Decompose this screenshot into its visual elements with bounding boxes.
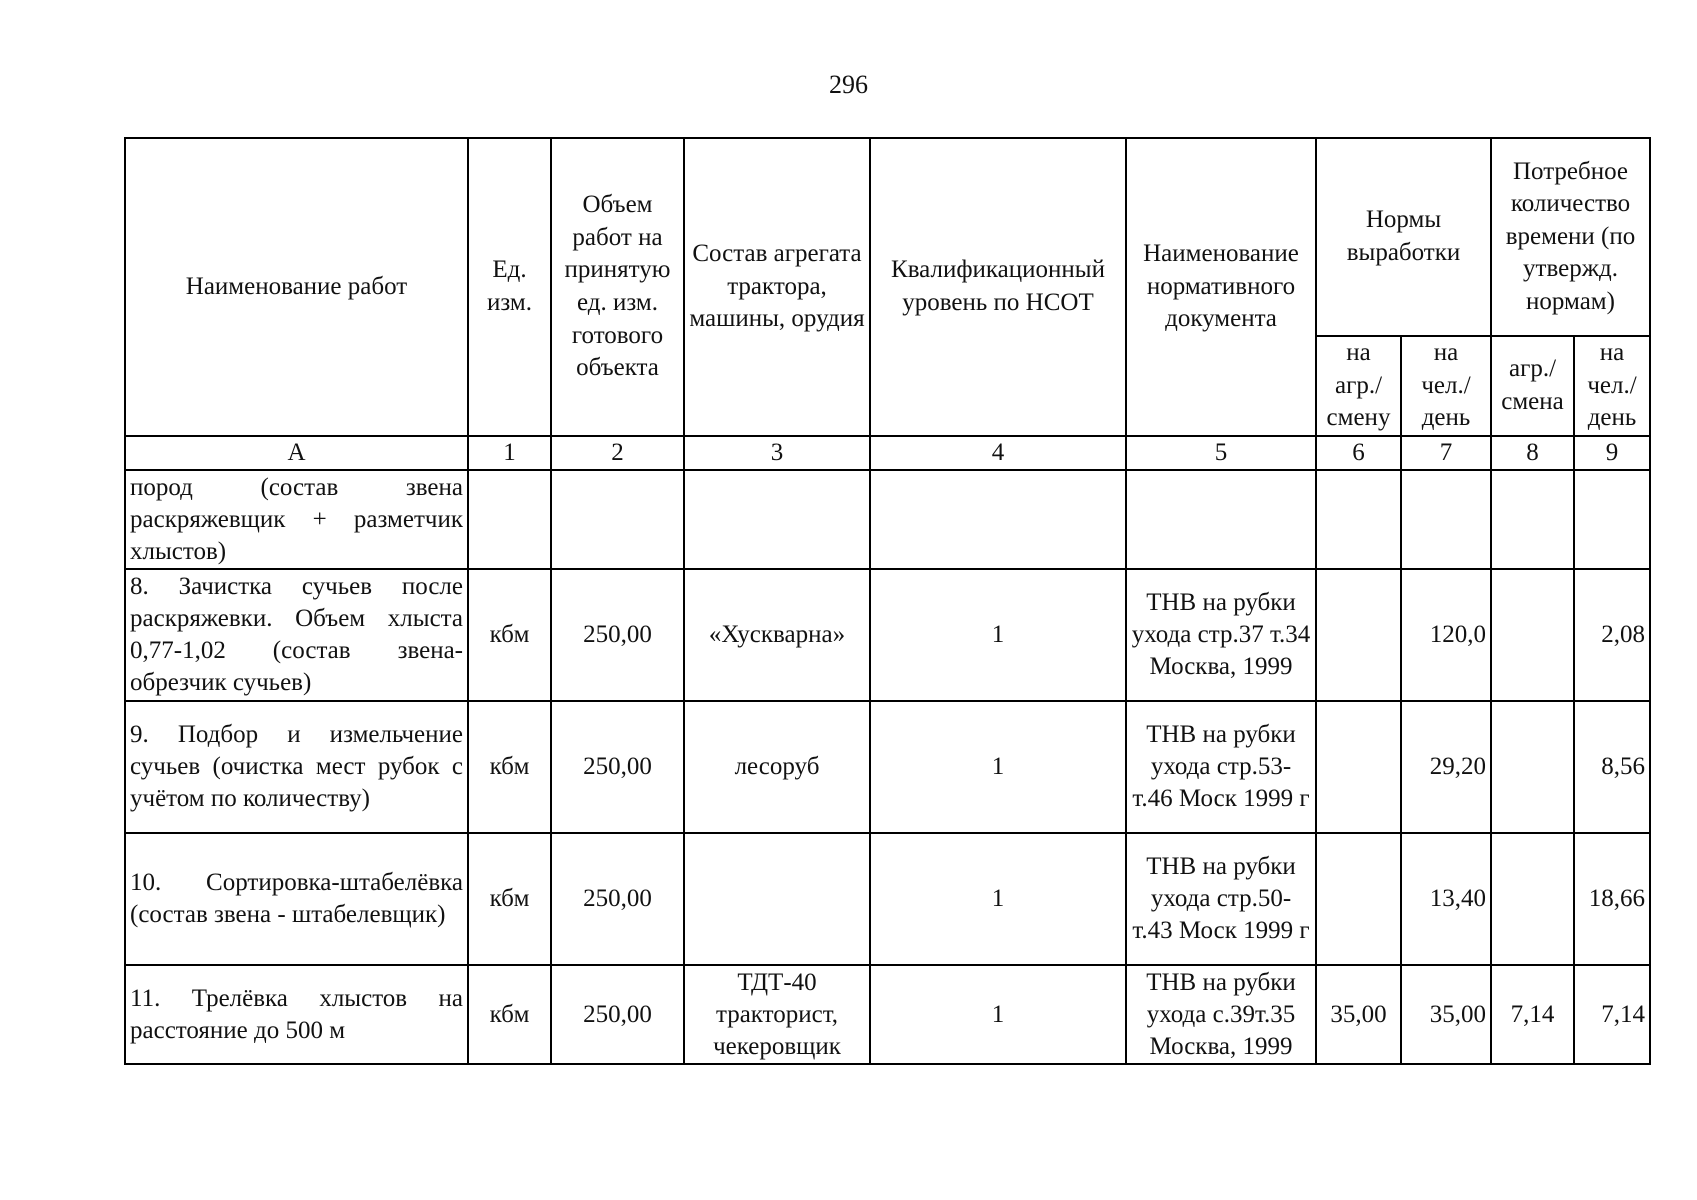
level-cell <box>870 470 1126 569</box>
time-agr-cell <box>1491 569 1574 701</box>
index-cell: А <box>125 436 468 470</box>
work-name-cell: 11. Трелёвка хлыстов на расстояние до 500 м <box>125 965 468 1064</box>
time-agr-cell <box>1491 833 1574 965</box>
machine-cell: ТДТ-40 тракторист, чекеровщик <box>684 965 870 1064</box>
table-row <box>125 470 1650 569</box>
index-cell: 9 <box>1574 436 1650 470</box>
index-cell: 7 <box>1401 436 1491 470</box>
norm-person-cell: 120,0 <box>1401 569 1491 701</box>
page-number: 296 <box>829 70 868 99</box>
level-cell: 1 <box>870 965 1126 1064</box>
index-cell: 4 <box>870 436 1126 470</box>
header-time-aggregate-shift: агр./ смена <box>1491 336 1574 436</box>
header-required-time-group: Потребное количество времени (по утвержд. нормам) <box>1491 138 1650 336</box>
table-row <box>125 569 1650 701</box>
norm-person-cell: 35,00 <box>1401 965 1491 1064</box>
norm-agr-cell <box>1316 833 1401 965</box>
work-name-cell: 10. Сортировка-штабелёвка (состав звена - штабелевщик) <box>125 833 468 965</box>
work-name-cell: пород (состав звена раскряжевщик + разметчик хлыстов) <box>125 470 468 569</box>
work-name-cell: 9. Подбор и измельчение сучьев (очистка мест рубок с учётом по количеству) <box>125 701 468 833</box>
machine-cell: «Хускварна» <box>684 569 870 701</box>
document-cell: ТНВ на рубки ухода стр.50-т.43 Моск 1999 г <box>1126 833 1316 965</box>
work-norms-table <box>124 137 1651 1065</box>
machine-cell <box>684 833 870 965</box>
index-cell: 6 <box>1316 436 1401 470</box>
column-index-row <box>125 436 1650 470</box>
unit-cell: кбм <box>468 833 551 965</box>
norm-person-cell <box>1401 470 1491 569</box>
document-cell: ТНВ на рубки ухода стр.53-т.46 Моск 1999 г <box>1126 701 1316 833</box>
time-person-cell: 7,14 <box>1574 965 1650 1064</box>
time-person-cell <box>1574 470 1650 569</box>
volume-cell: 250,00 <box>551 833 684 965</box>
machine-cell: лесоруб <box>684 701 870 833</box>
header-output-norms-group: Нормы выработки <box>1316 138 1491 336</box>
document-cell: ТНВ на рубки ухода с.39т.35 Москва, 1999 <box>1126 965 1316 1064</box>
header-unit: Ед. изм. <box>468 138 551 436</box>
level-cell: 1 <box>870 833 1126 965</box>
norm-agr-cell <box>1316 701 1401 833</box>
norm-person-cell: 29,20 <box>1401 701 1491 833</box>
work-name-cell: 8. Зачистка сучьев после раскряжевки. Объем хлыста 0,77-1,02 (состав звена-обрезчик сучьев) <box>125 569 468 701</box>
time-person-cell: 8,56 <box>1574 701 1650 833</box>
header-work-name: Наименование работ <box>125 138 468 436</box>
time-person-cell: 2,08 <box>1574 569 1650 701</box>
document-cell: ТНВ на рубки ухода стр.37 т.34 Москва, 1999 <box>1126 569 1316 701</box>
table-row <box>125 965 1650 1064</box>
time-agr-cell <box>1491 701 1574 833</box>
level-cell: 1 <box>870 701 1126 833</box>
header-machine: Состав агрегата трактора, машины, орудия <box>684 138 870 436</box>
norm-agr-cell <box>1316 569 1401 701</box>
header-normative-document: Наименование нормативного документа <box>1126 138 1316 436</box>
table-row <box>125 833 1650 965</box>
header-time-person-day: на чел./ день <box>1574 336 1650 436</box>
time-agr-cell <box>1491 470 1574 569</box>
document-cell <box>1126 470 1316 569</box>
volume-cell <box>551 470 684 569</box>
table-row <box>125 701 1650 833</box>
volume-cell: 250,00 <box>551 701 684 833</box>
index-cell: 5 <box>1126 436 1316 470</box>
time-person-cell: 18,66 <box>1574 833 1650 965</box>
volume-cell: 250,00 <box>551 569 684 701</box>
index-cell: 2 <box>551 436 684 470</box>
norm-agr-cell: 35,00 <box>1316 965 1401 1064</box>
unit-cell <box>468 470 551 569</box>
volume-cell: 250,00 <box>551 965 684 1064</box>
unit-cell: кбм <box>468 569 551 701</box>
index-cell: 3 <box>684 436 870 470</box>
index-cell: 1 <box>468 436 551 470</box>
level-cell: 1 <box>870 569 1126 701</box>
norm-agr-cell <box>1316 470 1401 569</box>
header-qualification-level: Квалификационный уровень по НСОТ <box>870 138 1126 436</box>
unit-cell: кбм <box>468 701 551 833</box>
header-volume: Объем работ на принятую ед. изм. готового объекта <box>551 138 684 436</box>
time-agr-cell: 7,14 <box>1491 965 1574 1064</box>
machine-cell <box>684 470 870 569</box>
header-norm-per-person-day: на чел./ день <box>1401 336 1491 436</box>
norm-person-cell: 13,40 <box>1401 833 1491 965</box>
header-norm-per-aggregate-shift: на агр./ смену <box>1316 336 1401 436</box>
unit-cell: кбм <box>468 965 551 1064</box>
index-cell: 8 <box>1491 436 1574 470</box>
